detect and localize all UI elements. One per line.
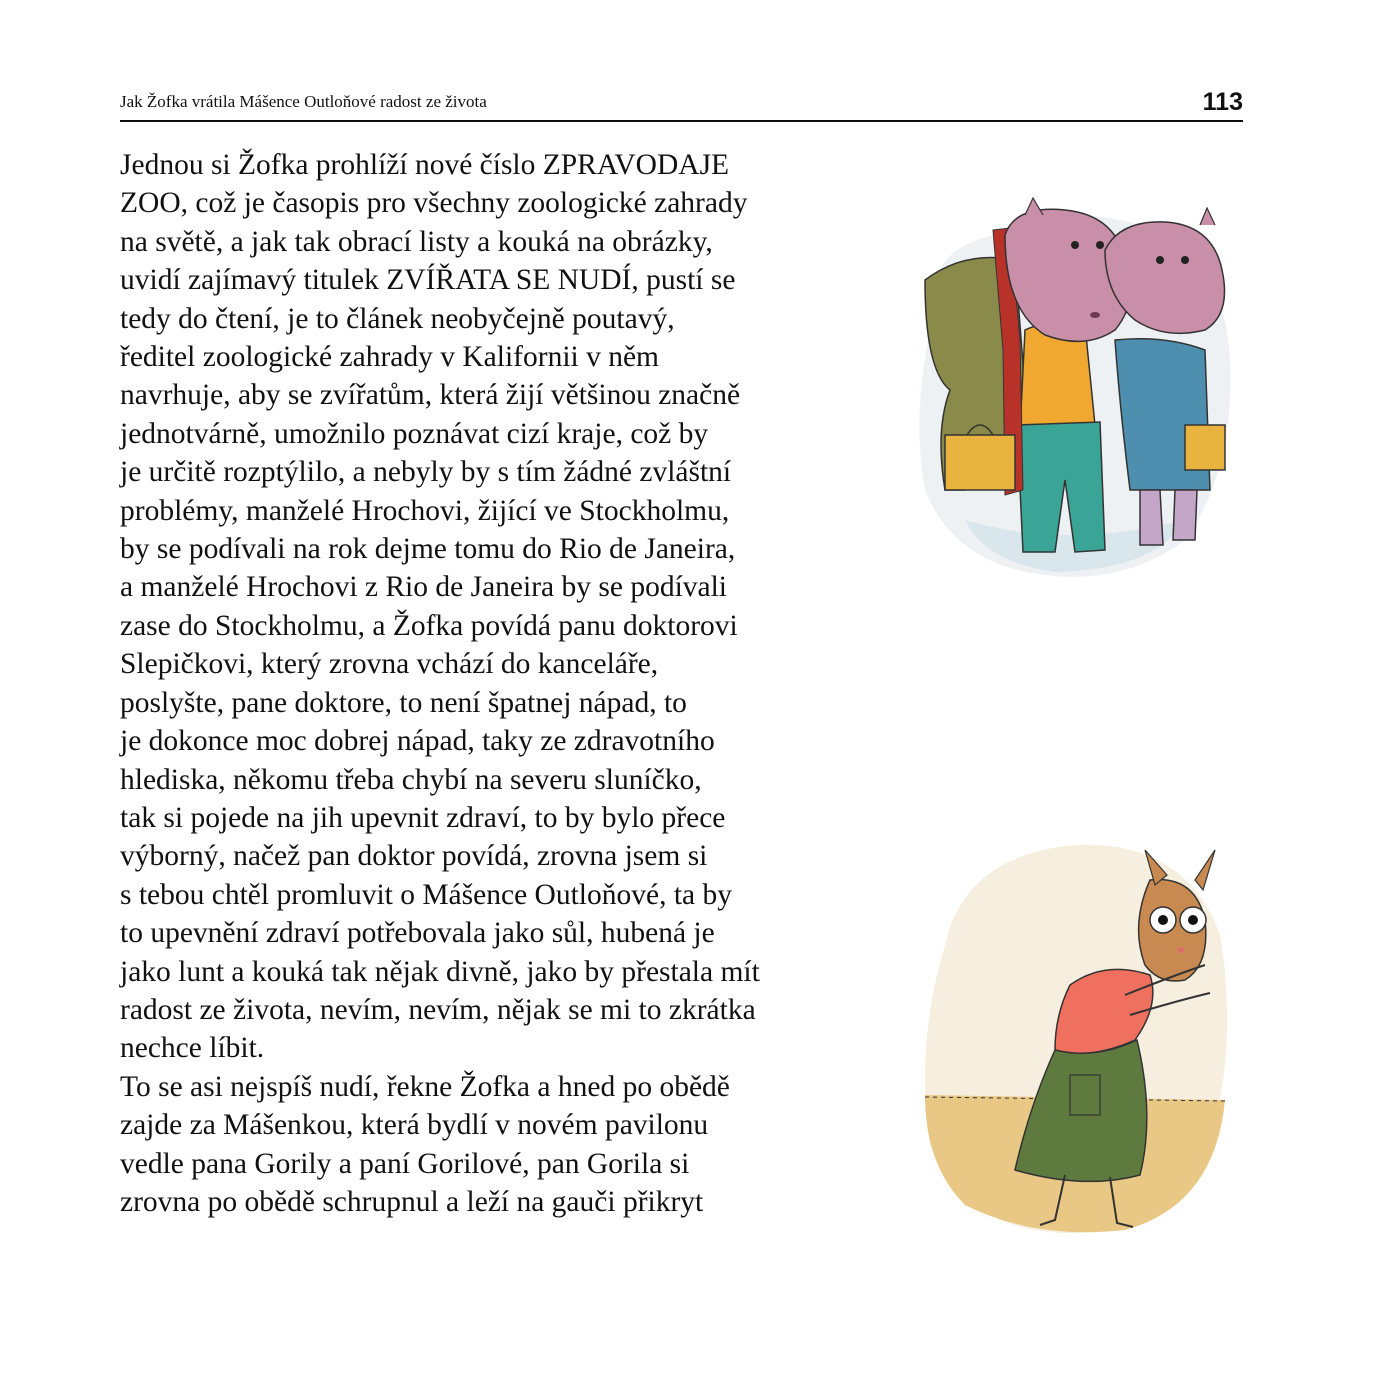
text-line: je dokonce moc dobrej nápad, taky ze zdravotního bbox=[120, 725, 715, 758]
loris-illustration bbox=[905, 825, 1235, 1245]
body-text bbox=[120, 146, 910, 1221]
text-line: hlediska, někomu třeba chybí na severu sluníčko, bbox=[120, 763, 702, 796]
text-line: tak si pojede na jih upevnit zdraví, to by bylo přece bbox=[120, 801, 726, 834]
text-line: radost ze života, nevím, nevím, nějak se mi to zkrátka bbox=[120, 993, 756, 1026]
text-line: jako lunt a kouká tak nějak divně, jako by přestala mít bbox=[120, 955, 760, 988]
text-line: výborný, načež pan doktor povídá, zrovna jsem si bbox=[120, 840, 708, 873]
text-line: je určitě rozptýlilo, a nebyly by s tím žádné zvláštní bbox=[120, 456, 732, 489]
text-line: to upevnění zdraví potřebovala jako sůl, hubená je bbox=[120, 917, 715, 950]
text-line: uvidí zajímavý titulek ZVÍŘATA SE NUDÍ, pustí se bbox=[120, 264, 736, 297]
suitcase-right bbox=[1185, 425, 1225, 470]
running-title: Jak Žofka vrátila Mášence Outloňové radost ze života bbox=[120, 92, 487, 111]
hippo-couple-illustration bbox=[905, 190, 1235, 590]
text-line: na světě, a jak tak obrací listy a kouká na obrázky, bbox=[120, 225, 713, 258]
text-line: navrhuje, aby se zvířatům, která žijí většinou značně bbox=[120, 379, 741, 412]
text-line: To se asi nejspíš nudí, řekne Žofka a hned po obědě bbox=[120, 1070, 730, 1103]
text-line: ZOO, což je časopis pro všechny zoologické zahrady bbox=[120, 187, 748, 220]
text-line: jednotvárně, umožnilo poznávat cizí kraje, což by bbox=[120, 417, 709, 450]
text-line: problémy, manželé Hrochovi, žijící ve Stockholmu, bbox=[120, 494, 730, 527]
text-line: zase do Stockholmu, a Žofka povídá panu doktorovi bbox=[120, 609, 738, 642]
text-line: zajde za Mášenkou, která bydlí v novém pavilonu bbox=[120, 1109, 709, 1142]
text-line: Jednou si Žofka prohlíží nové číslo ZPRAVODAJE bbox=[120, 149, 730, 181]
text-line: by se podívali na rok dejme tomu do Rio de Janeira, bbox=[120, 533, 736, 566]
running-head bbox=[120, 88, 1243, 122]
text-line: tedy do čtení, je to článek neobyčejně poutavý, bbox=[120, 302, 675, 335]
text-line: poslyšte, pane doktore, to není špatnej nápad, to bbox=[120, 686, 687, 719]
text-line: nechce líbit. bbox=[120, 1032, 265, 1065]
text-line: Slepičkovi, který zrovna vchází do kanceláře, bbox=[120, 648, 659, 681]
text-line: vedle pana Gorily a paní Gorilové, pan Gorila si bbox=[120, 1147, 690, 1180]
text-line: s tebou chtěl promluvit o Mášence Outloňové, ta by bbox=[120, 878, 732, 911]
text-line: ředitel zoologické zahrady v Kalifornii v něm bbox=[120, 341, 659, 374]
page-number: 113 bbox=[1202, 88, 1243, 116]
text-line: a manželé Hrochovi z Rio de Janeira by se podívali bbox=[120, 571, 727, 604]
suitcase-left bbox=[945, 435, 1015, 490]
text-line: zrovna po obědě schrupnul a leží na gauči přikryt bbox=[120, 1185, 704, 1218]
